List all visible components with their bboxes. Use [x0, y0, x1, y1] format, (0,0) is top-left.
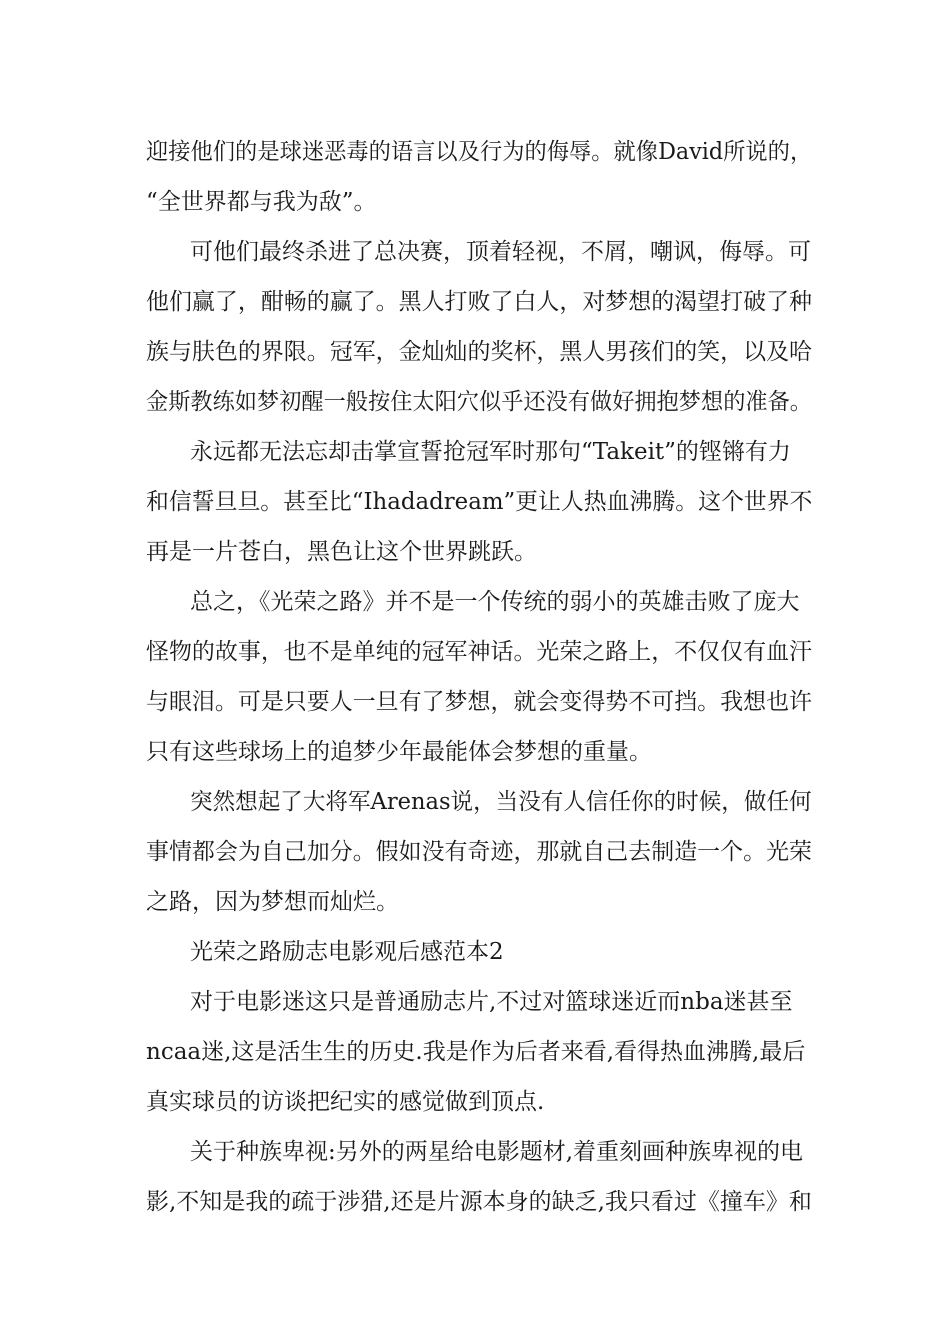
- text-line-content: 他们赢了，酣畅的赢了。黑人打败了白人，对梦想的渴望打破了种: [146, 289, 812, 315]
- text-line-content: 族与肤色的界限。冠军，金灿灿的奖杯，黑人男孩们的笑，以及哈: [146, 339, 812, 365]
- paragraph-first-line: [0, 432, 950, 472]
- text-line-content: 对于电影迷这只是普通励志片,不过对篮球迷近而nba迷甚至: [190, 989, 793, 1015]
- text-line-content: 真实球员的访谈把纪实的感觉做到顶点.: [146, 1089, 545, 1115]
- text-line: [0, 832, 950, 872]
- text-line: [0, 632, 950, 672]
- paragraph-first-line: [0, 582, 950, 622]
- paragraph-first-line: [0, 1132, 950, 1172]
- text-line-content: 永远都无法忘却击掌宣誓抢冠军时那句“Takeit”的铿锵有力: [190, 439, 791, 465]
- text-line: [0, 682, 950, 722]
- text-line: [0, 532, 950, 572]
- text-line-content: 再是一片苍白，黑色让这个世界跳跃。: [146, 539, 537, 565]
- text-line-content: 突然想起了大将军Arenas说，当没有人信任你的时候，做任何: [190, 789, 812, 815]
- text-line: [0, 882, 950, 922]
- text-line-content: 和信誓旦旦。甚至比“Ihadadream”更让人热血沸腾。这个世界不: [146, 489, 813, 515]
- section-heading-text: 光荣之路励志电影观后感范本2: [190, 939, 504, 965]
- text-line-content: “全世界都与我为敌”。: [146, 189, 377, 215]
- text-line-content: 可他们最终杀进了总决赛，顶着轻视，不屑，嘲讽，侮辱。可: [190, 239, 811, 265]
- text-line: [0, 182, 950, 222]
- paragraph-first-line: [0, 232, 950, 272]
- text-line: [0, 132, 950, 172]
- text-line: [0, 732, 950, 772]
- text-line: [0, 382, 950, 422]
- text-line-content: 迎接他们的是球迷恶毒的语言以及行为的侮辱。就像David所说的，: [146, 139, 813, 165]
- text-line: [0, 282, 950, 322]
- text-line: [0, 1082, 950, 1122]
- text-line-content: 只有这些球场上的追梦少年最能体会梦想的重量。: [146, 739, 652, 765]
- text-line-content: 金斯教练如梦初醒一般按住太阳穴似乎还没有做好拥抱梦想的准备。: [146, 389, 812, 415]
- text-line-content: 影,不知是我的疏于涉猎,还是片源本身的缺乏,我只看过《撞车》和: [146, 1189, 812, 1215]
- text-line-content: 之路，因为梦想而灿烂。: [146, 889, 399, 915]
- text-line-content: 怪物的故事，也不是单纯的冠军神话。光荣之路上，不仅仅有血汗: [146, 639, 812, 665]
- text-line: [0, 1032, 950, 1072]
- text-line: [0, 1182, 950, 1222]
- section-heading: [0, 932, 950, 972]
- text-line-content: 总之，《光荣之路》并不是一个传统的弱小的英雄击败了庞大: [190, 589, 800, 615]
- text-line: [0, 482, 950, 522]
- text-line-content: 关于种族卑视:另外的两星给电影题材,着重刻画种族卑视的电: [190, 1139, 804, 1165]
- text-line-content: ncaa迷,这是活生生的历史.我是作为后者来看,看得热血沸腾,最后: [146, 1039, 806, 1065]
- text-line-content: 事情都会为自己加分。假如没有奇迹，那就自己去制造一个。光荣: [146, 839, 812, 865]
- paragraph-first-line: [0, 982, 950, 1022]
- paragraph-first-line: [0, 782, 950, 822]
- text-line: [0, 332, 950, 372]
- text-line-content: 与眼泪。可是只要人一旦有了梦想，就会变得势不可挡。我想也许: [146, 689, 812, 715]
